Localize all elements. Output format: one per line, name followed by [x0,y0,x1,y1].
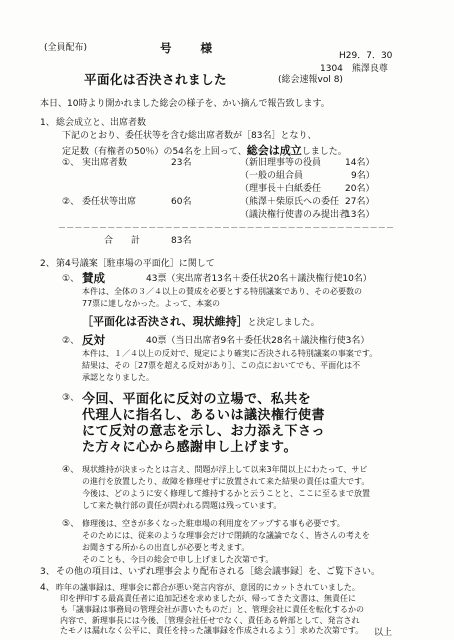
section-4-number: 4、 [40,583,55,593]
no-line2: 結果は、その［27票を超える反対があり］、この点においてでも、平面化は不 [82,361,361,370]
breakdown-count: 14名） [345,158,375,168]
repair-number: ⑤、 [62,519,80,529]
section-2-title: 第4号議案［駐車場の平面化］に関して [56,259,215,269]
repair-line3: お聞きする所からの出直しが必要と考えます。 [82,543,250,552]
distribution-label: (全員配布) [44,43,88,53]
thanks-number: ③、 [62,393,80,403]
minutes-line2: 印を押印する最高責任者に追加記述を求めましたが、帰ってきた文書は、無責任に [60,594,356,603]
minutes-line5: たモノは漏れなく公平に、責任を持った議事録を作成されるよう］求めた次第です。 [60,626,364,635]
no-line3: 承認となりました。 [82,373,154,382]
closing-mark: 以上 [374,628,393,638]
yes-count: 43票（実出席者13名＋委任状20名＋議決権行使10名） [146,274,372,284]
repair-line1: 修理後は、空きが多くなった駐車場の利用度をアップする事も必要です。 [82,519,345,528]
proxy-label: 委任状等出席 [82,197,137,207]
breakdown-count: 27名） [345,197,375,207]
repair-line2: そのためには、従来のような理事会だけで閉鎖的な議論でなく、皆さんの考えを [82,531,370,540]
no-line1: 本件は、１／４以上の反対で、規定により確実に否決される特別議案の事案です。 [82,349,378,358]
breakdown-label: （議決権行使書のみ提出者 [240,210,349,220]
section-3-number: 3、 [40,567,55,577]
section-3-text: その他の項目は、いずれ理事会より配布される［総会議事録］を、ご覧下さい。 [56,567,381,577]
issue-line3: 今後は、どのように安く修理して維持するかと云うことと、ここに至るまで放置 [82,489,370,498]
breakdown-label: （熊澤＋柴原氏への委任 [240,197,340,207]
yes-result-emphasis: ［平面化は否決され、現状維持］ [82,315,248,328]
no-number: ②、 [62,336,80,346]
no-count: 40票（当日出席者9名＋委任状28名＋議決権行使3名） [146,336,370,346]
minutes-line3: も「議事録は事務局の管理会社が書いたものだ」と、管理会社に責任を転化するかの [60,605,364,614]
yes-result: ［平面化は否決され、現状維持］と決定しました。 [82,315,320,328]
divider-dashes: －－－－－－－－－－－－－－－－－－－－－－－－－－－－－－－－－－－－－－－－－ [58,223,395,232]
attendees-number: ①、 [62,158,80,168]
minutes-line1: 昨年の議事録は、理事会に都合が悪い発言内容が、意図的にカットされていました。 [56,583,360,592]
breakdown-label: （新旧理事等の役員 [240,158,322,168]
breakdown-label: （一般の組合員 [240,171,304,181]
yes-line1: 本件は、全体の３／４以上の賛成を必要とする特別議案であり、その必要数の [82,287,362,296]
repair-line4: そのことも、今日の総会で申し上げました次第です。 [82,555,274,564]
headline-note: (総会速報vol 8) [278,75,343,85]
no-label: 反対 [82,333,105,347]
yes-line2: 77票に達しなかった。よって、本案の [82,299,221,308]
issue-number: ④、 [62,465,80,475]
quorum-result: 総会は成立 [246,144,302,157]
document-title: 号 様 [160,41,214,55]
section-1-title: 総会成立と、出席者数 [56,118,147,128]
section-1-line2: 定足数（有権者の50％）の54名を上回って、総会は成立しました。 [62,144,347,157]
proxy-count: 60名 [171,197,192,207]
total-count: 83名 [171,236,192,246]
total-label: 合 計 [104,236,141,246]
breakdown-label: （理事長＋白紙委任 [240,184,322,194]
intro-text: 本日、10時より開かれました総会の様子を、かい摘んで報告致します。 [40,99,330,109]
issue-line2: の進行を放置したり、故障を修理せずに放置されて来た結果の責任は重大です。 [82,477,370,486]
yes-label: 賛成 [82,271,105,285]
breakdown-count: 20名） [345,184,375,194]
thanks-line1: 今回、平面化に反対の立場で、私共を [82,392,312,407]
breakdown-count: 9名） [351,171,375,181]
section-2-number: 2、 [40,259,55,269]
thanks-line4: た方々に心から感謝申し上げます。 [82,440,297,455]
minutes-line4: 内容で、新理事長には今後、［管理会社任せでなく、責任ある幹部として、発言され [60,616,360,625]
attendees-label: 実出席者数 [82,158,128,168]
issue-line1: 現状維持が決まったとは言え、問題が浮上して以来3年間以上にわたって、サビ [82,465,368,474]
section-1-line1: 下記のとおり、委任状等を含む総出席者数が［83名］となり、 [62,131,317,141]
author-name: 1304 熊澤良尊 [320,64,388,74]
issue-line4: して来た執行部の責任が問われる問題は残っています。 [82,501,282,510]
breakdown-count: 13名） [345,210,375,220]
thanks-line2: 代理人に指名し、あるいは議決権行使書 [82,408,326,423]
section-1-number: 1、 [40,118,55,128]
attendees-count: 23名 [171,158,192,168]
yes-number: ①、 [62,274,80,284]
thanks-line3: にて反対の意志を示し、お力添え下さっ [82,424,326,439]
headline: 平面化は否決されました [84,72,228,87]
document-date: H29．7．30 [339,51,393,61]
proxy-number: ②、 [62,197,80,207]
